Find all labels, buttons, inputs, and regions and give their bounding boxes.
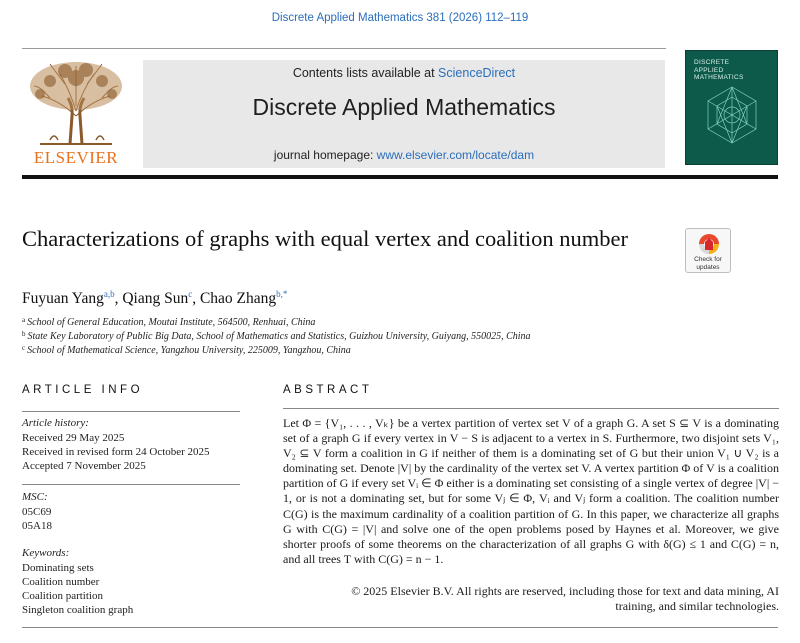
msc-divider <box>22 484 240 485</box>
copyright-line: training, and similar technologies. <box>615 599 779 613</box>
page-bottom-divider <box>22 627 778 628</box>
author-affil-mark[interactable]: c <box>188 289 193 299</box>
msc-code: 05C69 <box>22 506 52 518</box>
keyword: Singleton coalition graph <box>22 604 134 616</box>
msc-code: 05A18 <box>22 520 52 532</box>
article-info-divider <box>22 411 240 412</box>
sciencedirect-link[interactable]: ScienceDirect <box>438 66 516 80</box>
author-affil-mark[interactable]: b,* <box>276 289 288 299</box>
author-separator: , <box>192 290 200 307</box>
homepage-line <box>143 148 665 162</box>
check-for-updates-label <box>686 256 730 271</box>
journal-name[interactable]: Discrete Applied Mathematics <box>252 94 556 120</box>
msc-label: MSC: <box>22 491 48 503</box>
affiliation-text: School of General Education, Moutai Institute, 564500, Renhuai, China <box>27 317 316 328</box>
header-top-divider <box>22 48 666 49</box>
article-info-heading: ARTICLE INFO <box>22 384 144 396</box>
header-bottom-divider <box>22 175 778 179</box>
badge-line: Check for <box>694 256 722 263</box>
author-name[interactable]: Fuyuan Yang <box>22 290 104 307</box>
cover-title-line: DISCRETE <box>694 59 730 66</box>
journal-cover-image[interactable] <box>685 50 778 165</box>
history-entry: Received 29 May 2025 <box>22 432 125 444</box>
affiliation-mark: a <box>22 316 26 324</box>
history-label: Article history: <box>22 417 89 429</box>
author-name[interactable]: Qiang Sun <box>122 290 189 307</box>
keyword: Dominating sets <box>22 562 94 574</box>
affiliation-mark: b <box>22 330 26 338</box>
cover-title <box>694 59 774 82</box>
author-separator: , <box>114 290 123 307</box>
check-for-updates-icon <box>698 233 720 255</box>
journal-citation[interactable]: Discrete Applied Mathematics 381 (2026) 112–119 <box>271 12 529 24</box>
polytope-icon <box>700 83 764 147</box>
journal-banner <box>143 60 665 168</box>
abstract-heading: ABSTRACT <box>283 384 373 396</box>
affiliation <box>22 330 531 342</box>
check-for-updates-button[interactable] <box>685 228 731 273</box>
author-affil-mark[interactable]: a,b <box>103 289 115 299</box>
keywords-label: Keywords: <box>22 547 70 559</box>
author-list <box>22 289 287 308</box>
copyright-notice <box>283 584 779 614</box>
author-name[interactable]: Chao Zhang <box>199 290 277 307</box>
abstract-text: Let Φ = {V₁, . . . , Vₖ} be a vertex partition of vertex set V of a graph G. A set S ⊆ V is a dominating set of a graph G if every vertex in V − S is adjacent to a vertex in S. Furthermore, two disjoint sets V₁, V₂ ⊆ V form a coalition in G if neither of them is a dominating set of G but their union V₁ ∪ V₂ is a dominating set. Denote |V| by the cardinality of the vertex set V. A vertex partition Φ of V is a coalition partition of G if every set Vᵢ ∈ Φ either is a dominating set consisting of a single vertex of degree |V| − 1, or is not a dominating set, but for some Vⱼ ∈ Φ, Vᵢ and Vⱼ form a coalition. The coalition number C(G) is the maximum cardinality of a coalition partition of G. In this paper, we characterize all graphs G with C(G) = |V| and solve one of the open problems posed by Haynes et al. Moreover, we give shorter proofs of some theorems on the characterization of all graphs G with δ(G) ≤ 1 and C(G) = n, and all trees T with C(G) = n − 1. <box>283 416 779 566</box>
badge-line: updates <box>696 263 720 271</box>
affiliation <box>22 316 315 328</box>
homepage-prefix: journal homepage: <box>273 148 377 162</box>
contents-prefix: Contents lists available at <box>292 66 439 80</box>
history-entry: Received in revised form 24 October 2025 <box>22 446 210 458</box>
copyright-line: © 2025 Elsevier B.V. All rights are reserved, including those for text and data mining, AI <box>351 584 779 598</box>
abstract-divider <box>283 408 779 409</box>
contents-line <box>143 66 665 80</box>
affiliation-text: School of Mathematical Science, Yangzhou University, 225009, Yangzhou, China <box>27 345 351 356</box>
affiliation <box>22 344 351 356</box>
history-entry: Accepted 7 November 2025 <box>22 460 146 472</box>
cover-title-line: MATHEMATICS <box>694 74 744 81</box>
affiliation-mark: c <box>22 344 26 352</box>
journal-homepage-link[interactable]: www.elsevier.com/locate/dam <box>376 148 535 162</box>
affiliation-text: State Key Laboratory of Public Big Data, School of Mathematics and Statistics, Guizhou University, Guiyang, 550025, China <box>27 331 531 342</box>
publisher-name: ELSEVIER <box>33 148 119 167</box>
keyword: Coalition number <box>22 576 100 588</box>
cover-title-line: APPLIED <box>694 66 724 74</box>
keyword: Coalition partition <box>22 590 103 602</box>
article-title: Characterizations of graphs with equal vertex and coalition number <box>22 226 629 251</box>
